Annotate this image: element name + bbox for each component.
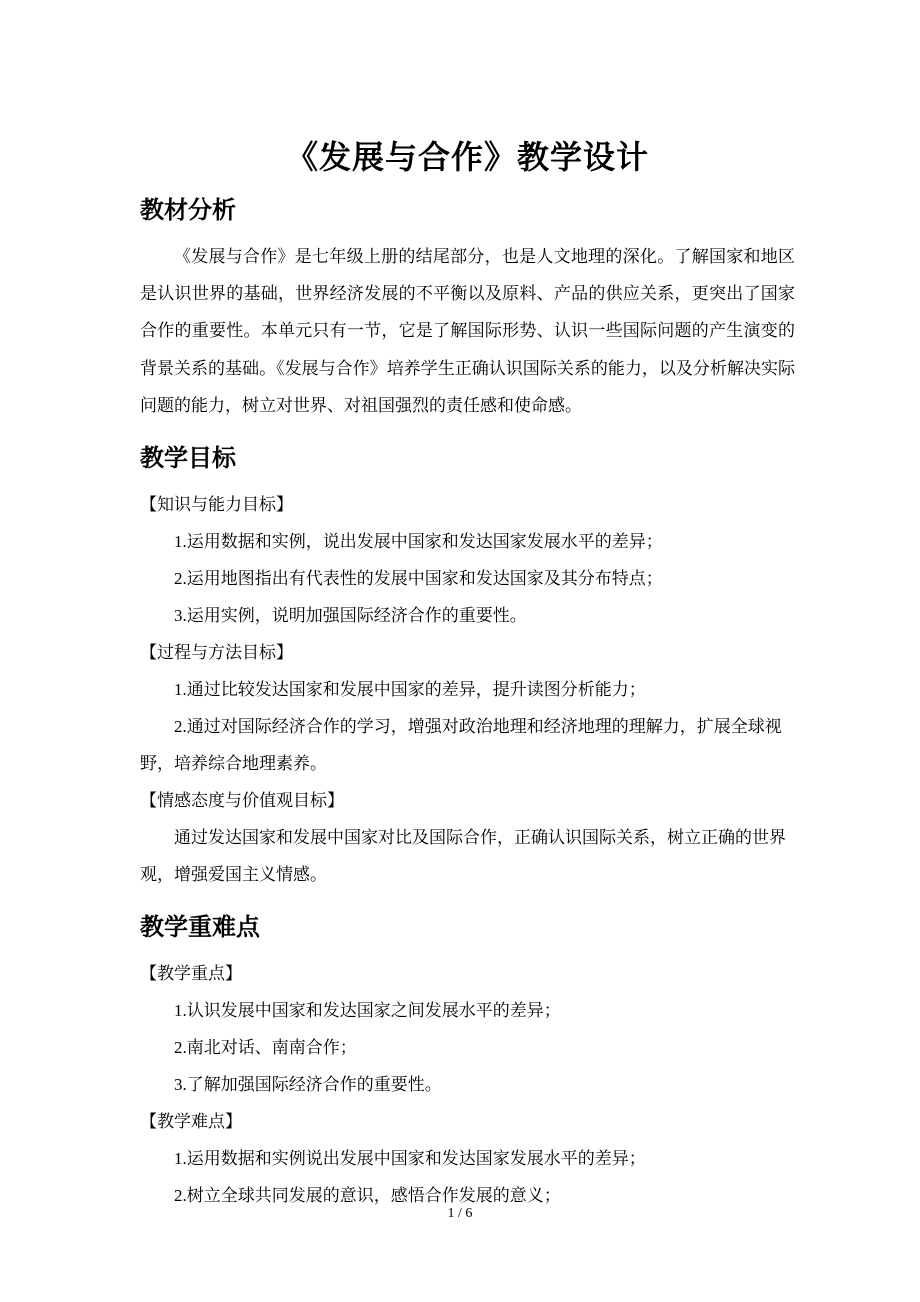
- document-title: 《发展与合作》教学设计: [285, 139, 649, 175]
- section-key-difficult-points: [140, 913, 795, 1214]
- section-heading-key-difficult-points: 教学重难点: [140, 914, 260, 942]
- list-item: 2.运用地图指出有代表性的发展中国家和发达国家及其分布特点；: [174, 568, 663, 588]
- list-item: 2.南北对话、南南合作；: [174, 1038, 357, 1058]
- goal-label-knowledge-ability: 【知识与能力目标】: [140, 494, 293, 514]
- body-paragraph: 《发展与合作》是七年级上册的结尾部分，也是人文地理的深化。了解国家和地区是认识世界的基础，世界经济发展的不平衡以及原料、产品的供应关系，更突出了国家合作的重要性。本单元只有一节，它是了解国际形势、认识一些国际问题的产生演变的背景关系的基础。《发展与合作》培养学生正确认识国际关系的能力，以及分析解决实际问题的能力，树立对世界、对祖国强烈的责任感和使命感。: [140, 247, 795, 415]
- body-paragraph: 通过发达国家和发展中国家对比及国际合作，正确认识国际关系，树立正确的世界观，增强爱国主义情感。: [140, 828, 786, 885]
- goal-label-emotion-values: 【情感态度与价值观目标】: [140, 791, 344, 810]
- label-teaching-key-points: 【教学重点】: [140, 964, 242, 984]
- section-material-analysis: [140, 196, 795, 423]
- list-item: 3.了解加强国际经济合作的重要性。: [174, 1075, 442, 1095]
- goal-label-process-method: 【过程与方法目标】: [140, 642, 293, 662]
- list-item: 2.树立全球共同发展的意识，感悟合作发展的意义；: [174, 1186, 561, 1206]
- list-item: 2.通过对国际经济合作的学习，增强对政治地理和经济地理的理解力，扩展全球视野，培养综合地理素养。: [140, 716, 782, 773]
- list-item: 1.通过比较发达国家和发展中国家的差异，提升读图分析能力；: [174, 679, 646, 699]
- section-heading-material-analysis: 教材分析: [140, 197, 236, 225]
- page-number: 1 / 6: [447, 1206, 473, 1221]
- list-item: 1.认识发展中国家和发达国家之间发展水平的差异；: [174, 1001, 561, 1021]
- list-item: 3.运用实例，说明加强国际经济合作的重要性。: [174, 605, 527, 625]
- label-teaching-difficult-points: 【教学难点】: [140, 1112, 242, 1132]
- list-item: 1.运用数据和实例说出发展中国家和发达国家发展水平的差异；: [174, 1149, 646, 1169]
- section-heading-teaching-objectives: 教学目标: [140, 444, 236, 472]
- section-teaching-objectives: [140, 444, 795, 894]
- list-item: 1.运用数据和实例，说出发展中国家和发达国家发展水平的差异；: [174, 531, 663, 551]
